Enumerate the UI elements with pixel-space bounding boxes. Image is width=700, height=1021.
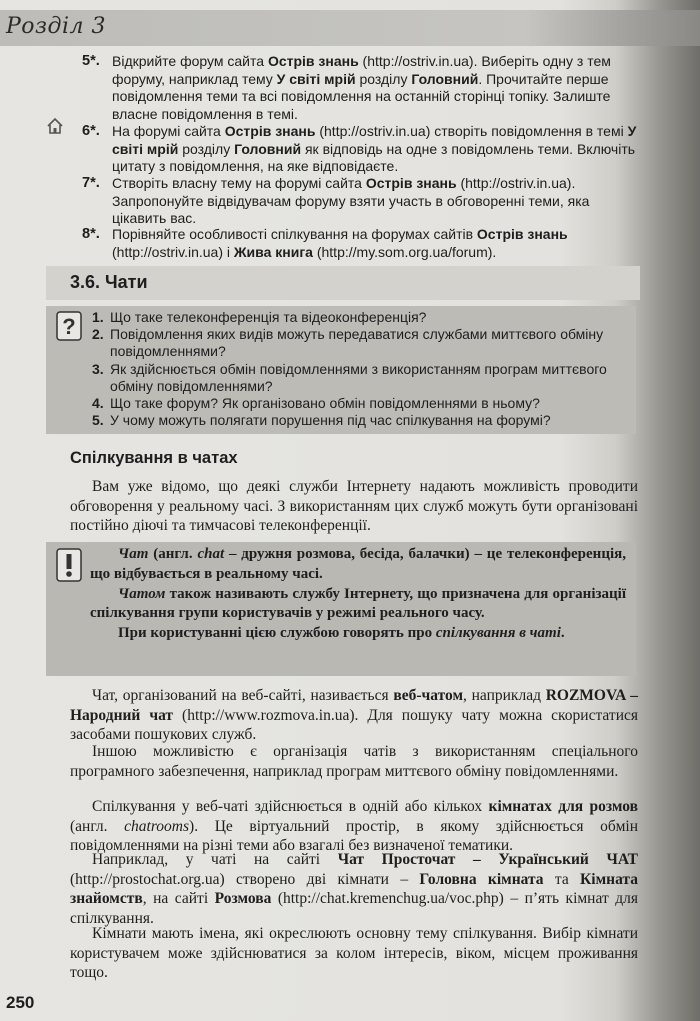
list-item: 5. У чому можуть полягати порушення під час спілкування на форумі?	[92, 412, 551, 429]
list-item: 4. Що таке форум? Як організовано обмін повідомленнями в ньому?	[92, 395, 540, 412]
list-item: 2. Повідомлення яких видів можуть передаватися службами миттєвого обміну повідомленнями?	[92, 326, 604, 360]
paragraph: Спілкування у веб-чаті здійснюється в одній або кількох кімнатах для розмов (англ. chatrooms). Це віртуальний простір, в якому здійснюється обмін повідомленнями на різні теми або взагалі без визначеної тематики.	[70, 798, 638, 855]
task-number: 7*.	[82, 175, 100, 191]
home-icon	[46, 117, 64, 135]
task-text: На форумі сайта Острів знань (http://ostriv.in.ua) створіть повідомлення в темі У світі мрій розділу Головний як відповідь на одне з повідомлень теми. Включіть цитату з повідомлення, на яке відповідаєте.	[112, 123, 637, 174]
definition-text: Чат (англ. chat – дружня розмова, бесіда, балачки) – це телеконференція, що відбувається в реальному часі. Чатом також називають службу Інтернету, що призначена для організації спілкування групи користувачів у режимі реального часу. При користуванні цією службою говорять про спілкування в чаті.	[90, 546, 626, 642]
section-heading: 3.6. Чати	[70, 272, 148, 292]
task-8	[82, 226, 642, 261]
task-number: 6*.	[82, 123, 100, 139]
svg-text:?: ?	[62, 314, 76, 339]
paragraph: Чат, організований на веб-сайті, називається веб-чатом, наприклад ROZMOVA – Народний чат (http://www.rozmova.in.ua). Для пошуку чату можна скористатися засобами пошукових служб.	[70, 687, 638, 744]
page-number: 250	[6, 993, 35, 1012]
subheading: Спілкування в чатах	[70, 449, 238, 467]
paragraph: Наприклад, у чаті на сайті Чат Просточат – Український ЧАТ (http://prostochat.org.ua) створено дві кімнати – Головна кімната та Кімната знайомств, на сайті Розмова (http://chat.kremenchug.ua/voc.php) – п’ять кімнат для спілкування.	[70, 851, 638, 927]
task-5	[82, 53, 642, 123]
task-7	[82, 175, 642, 228]
exclamation-icon	[56, 548, 82, 582]
list-item: 3. Як здійснюється обмін повідомленнями з використанням програм миттєвого обміну повідомленнями?	[92, 360, 607, 394]
task-number: 8*.	[82, 226, 100, 242]
question-icon	[56, 311, 82, 341]
task-text: Відкрийте форум сайта Острів знань (http://ostriv.in.ua). Виберіть одну з тем форуму, наприклад тему У світі мрій розділу Головний. Прочитайте перше повідомлення теми та всі повідомлення на останній сторінці топіку. Залиште власне повідомлення в темі.	[112, 53, 611, 122]
paragraph: Іншою можливістю є організація чатів з використанням спеціального програмного забезпечення, наприклад програм миттєвого обміну повідомленнями.	[70, 743, 638, 780]
task-6	[82, 123, 642, 176]
section-label: Розділ 3	[6, 14, 107, 39]
task-text: Створіть власну тему на форумі сайта Острів знань (http://ostriv.in.ua). Запропонуйте відвідувачам форуму взяти участь в обговоренні теми, яка цікавить вас.	[112, 175, 590, 226]
intro-paragraph: Вам уже відомо, що деякі служби Інтернету надають можливість проводити обговорення у реальному часі. З використанням цих служб можуть бути організовані постійно діючі та тимчасові телеконференції.	[70, 478, 638, 535]
task-number: 5*.	[82, 53, 100, 69]
paragraph: Кімнати мають імена, які окреслюють основну тему спілкування. Вибір кімнати користувачем може здійснюватися за колом інтересів, віком, місцем проживання тощо.	[70, 925, 638, 982]
list-item: 1. Що таке телеконференція та відеоконференція?	[92, 309, 427, 325]
questions-list	[92, 309, 632, 429]
task-text: Порівняйте особливості спілкування на форумах сайтів Острів знань (http://ostriv.in.ua) і Жива книга (http://my.som.org.ua/forum).	[112, 226, 568, 260]
